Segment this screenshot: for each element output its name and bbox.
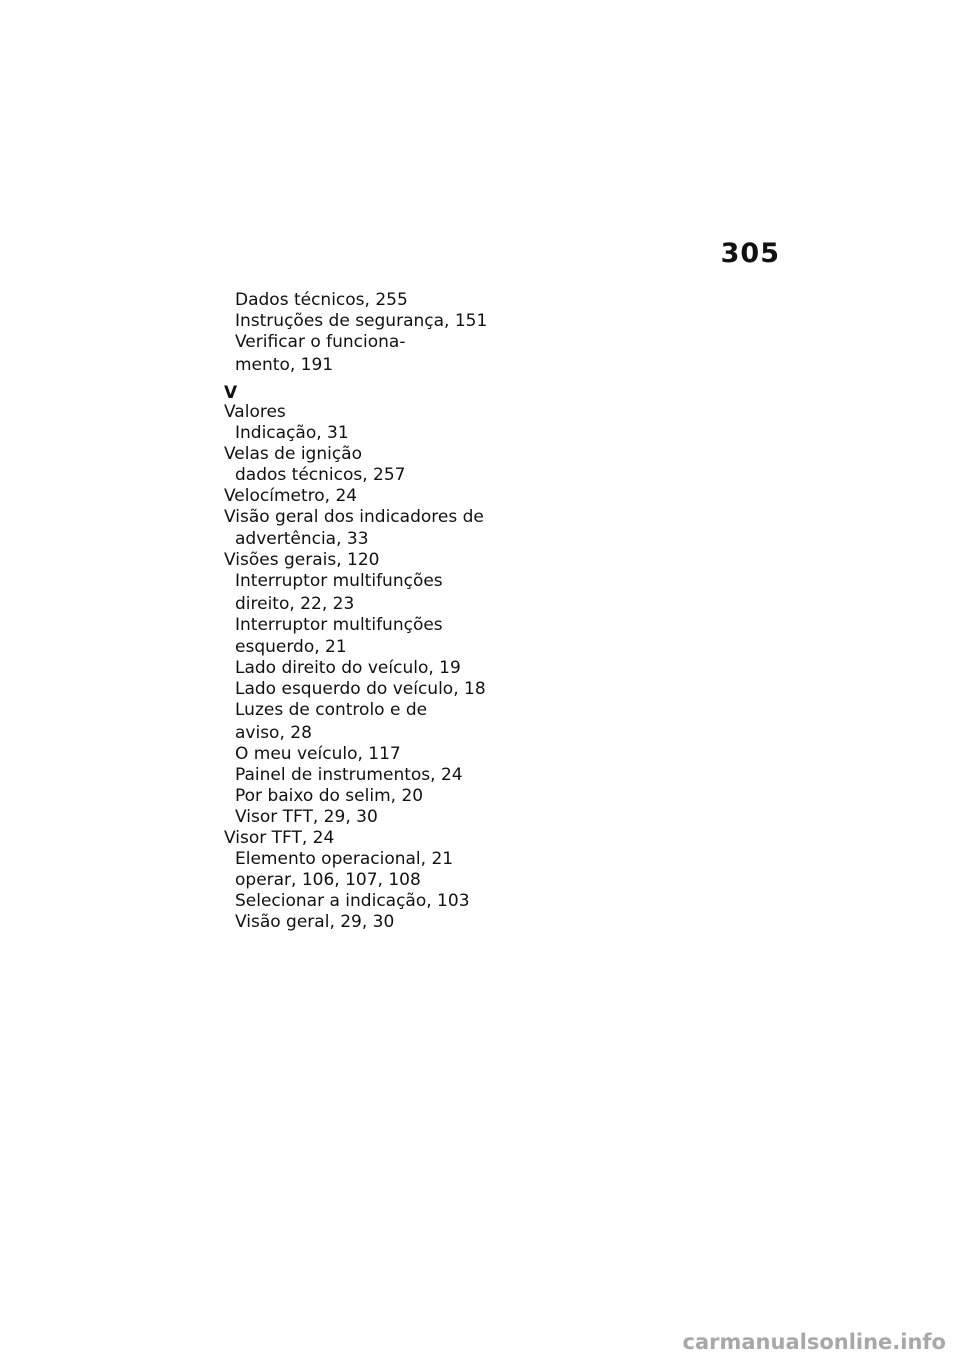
index-subentry: Elemento operacional, 21 (235, 848, 454, 869)
index-carryover-group (224, 290, 524, 376)
index-entry: Visor TFT, 24 (224, 827, 335, 848)
index-entries-group (224, 402, 524, 933)
index-subentry: esquerdo, 21 (235, 637, 347, 657)
index-subentry: Instruções de segurança, 151 (235, 311, 488, 331)
index-subentry: aviso, 28 (235, 722, 312, 743)
index-subentry: Lado direito do veículo, 19 (235, 658, 461, 678)
index-subentry: Visão geral, 29, 30 (235, 911, 395, 932)
index-subentry: mento, 191 (235, 354, 334, 375)
index-subentry: Interruptor multifunções (235, 571, 443, 591)
index-subentry: advertência, 33 (235, 529, 369, 549)
index-subentry: Interruptor multifunções (235, 614, 443, 635)
page-number: 305 (720, 238, 780, 269)
index-entry: Visão geral dos indicadores de (224, 506, 484, 527)
index-subentry: Lado esquerdo do veículo, 18 (235, 679, 486, 699)
index-subentry: operar, 106, 107, 108 (235, 869, 421, 890)
index-subentry: Painel de instrumentos, 24 (235, 764, 463, 785)
index-subentry: Selecionar a indicação, 103 (235, 890, 470, 911)
index-subentry: Luzes de controlo e de (235, 700, 428, 720)
index-section-letter: V (224, 382, 238, 403)
index-entry: Valores (224, 401, 286, 422)
index-subentry: direito, 22, 23 (235, 593, 355, 614)
index-entry: Velas de ignição (224, 443, 363, 464)
index-subentry: Indicação, 31 (235, 422, 349, 443)
index-subentry: O meu veículo, 117 (235, 743, 401, 764)
index-subentry: Verificar o funciona- (235, 332, 406, 352)
index-subentry: Por baixo do selim, 20 (235, 785, 424, 806)
index-entry: Velocímetro, 24 (224, 485, 358, 506)
index-subentry: dados técnicos, 257 (235, 464, 406, 485)
watermark: carmanualsonline.info (682, 1330, 946, 1354)
index-subentry: Visor TFT, 29, 30 (235, 806, 378, 827)
index-subentry: Dados técnicos, 255 (235, 290, 408, 310)
index-list (224, 290, 524, 933)
index-entry: Visões gerais, 120 (224, 550, 380, 570)
